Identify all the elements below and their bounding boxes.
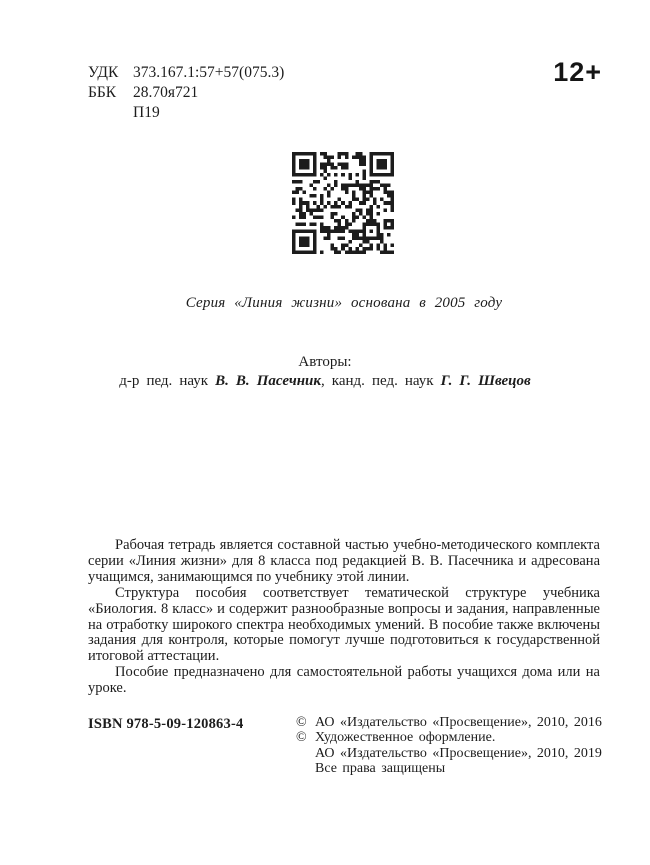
- age-rating-badge: 12+: [553, 57, 602, 87]
- author-name-2: Г. Г. Швецов: [440, 373, 531, 389]
- copyright-line: [296, 715, 602, 730]
- bbk-label: ББК: [88, 84, 117, 101]
- authors-separator: ,: [320, 373, 332, 389]
- copyright-line: [296, 730, 602, 745]
- isbn: ISBN 978-5-09-120863-4: [88, 716, 244, 732]
- udk-value: 373.167.1:57+57(075.3): [133, 64, 285, 81]
- series-note: Серия «Линия жизни» основана в 2005 году: [185, 295, 503, 311]
- bbk-value: 28.70я721: [133, 84, 199, 101]
- author-name-1: В. В. Пасечник: [215, 373, 321, 389]
- author-degree-2: канд. пед. наук: [331, 373, 441, 389]
- authors-block: [44, 353, 606, 391]
- copyright-line: [296, 746, 602, 761]
- copyright-text: Все права защищены: [315, 761, 446, 777]
- copyright-text: АО «Издательство «Просвещение», 2010, 2016: [315, 715, 602, 730]
- copyright-text: Художественное оформление.: [315, 730, 496, 746]
- copyright-block: [296, 715, 602, 777]
- udk-label: УДК: [88, 64, 119, 81]
- copyright-symbol: ©: [296, 715, 307, 730]
- author-sign: П19: [133, 104, 160, 121]
- copyright-symbol: ©: [296, 730, 307, 746]
- authors-line: [44, 372, 606, 391]
- copyright-symbol: [296, 746, 315, 761]
- bbk-row: [88, 83, 284, 103]
- udk-row: [88, 63, 284, 83]
- annotation-block: [88, 538, 600, 697]
- annotation-paragraph-2: Структура пособия соответствует тематической структуре учебника «Биология. 8 класс» и содержит разнообразные вопросы и задания, направленные на отработку широкого спектра необходимых умений. В пособие также включены задания для контроля, которые помогут лучше подготовиться к государственной итоговой аттестации.: [88, 584, 600, 665]
- copyright-symbol: [296, 761, 315, 776]
- copyright-text: АО «Издательство «Просвещение», 2010, 2019: [315, 745, 602, 761]
- qr-code-image: [292, 152, 394, 254]
- copyright-line: [296, 761, 602, 776]
- authors-heading: Авторы:: [298, 354, 352, 370]
- annotation-paragraph-3: Пособие предназначено для самостоятельной работы учащихся дома или на уроке.: [88, 664, 600, 697]
- classification-block: [88, 63, 284, 123]
- qr-code-icon: [292, 152, 394, 254]
- author-sign-row: [88, 103, 284, 123]
- annotation-paragraph-1: Рабочая тетрадь является составной частью учебно-методического комплекта серии «Линия жизни» для 8 класса под редакцией В. В. Пасечника и адресована учащимся, занимающимся по учебнику этой линии.: [88, 537, 600, 585]
- author-degree-1: д-р пед. наук: [119, 373, 216, 389]
